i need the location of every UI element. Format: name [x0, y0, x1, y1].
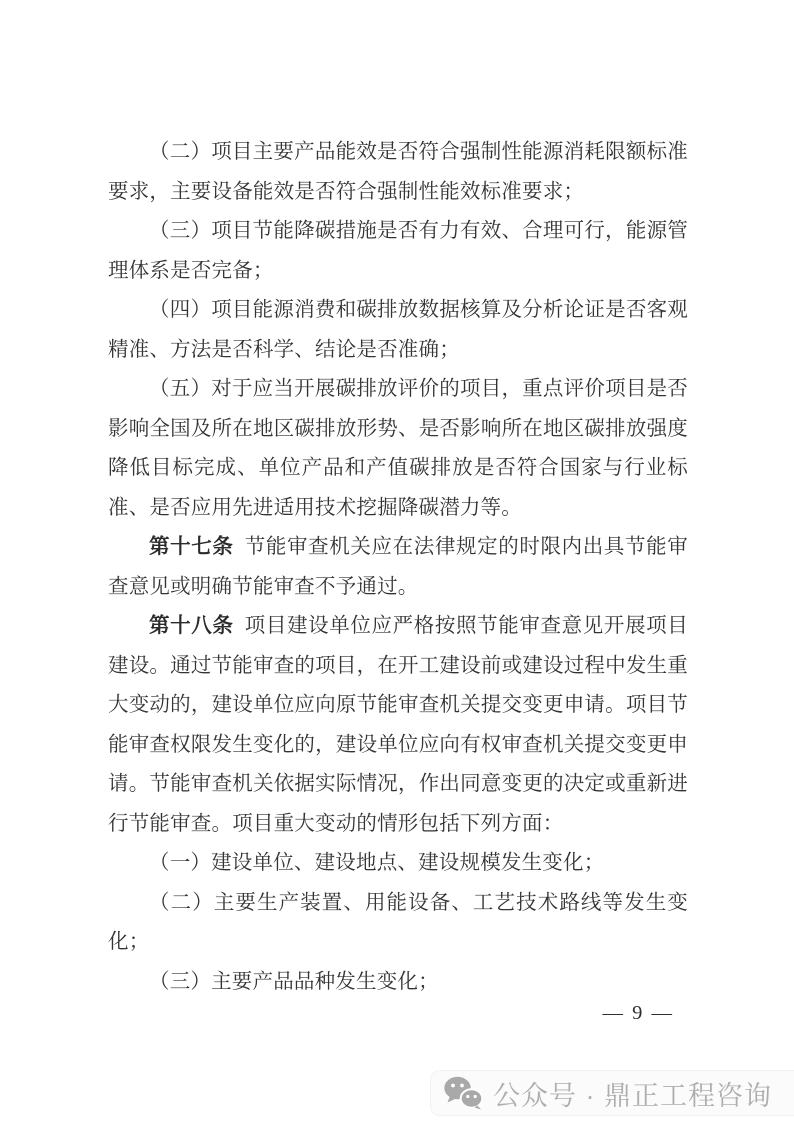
- document-paragraph: [108, 607, 688, 844]
- document-paragraph: [108, 370, 688, 528]
- paragraph-text: （五）对于应当开展碳排放评价的项目，重点评价项目是否影响全国及所在地区碳排放形势、是否影响所在地区碳排放强度降低目标完成、单位产品和产值碳排放是否符合国家与行业标准、是否应用先进适用技术挖掘降碳潜力等。: [108, 378, 688, 519]
- paragraph-lead: 第十七条: [149, 536, 234, 558]
- document-paragraph: [108, 133, 688, 212]
- paragraph-text: （四）项目能源消费和碳排放数据核算及分析论证是否客观精准、方法是否科学、结论是否准确；: [108, 299, 688, 361]
- document-paragraph: [108, 528, 688, 607]
- document-paragraph: [108, 884, 688, 963]
- paragraph-text: （三）项目节能降碳措施是否有力有效、合理可行，能源管理体系是否完备；: [108, 220, 688, 282]
- wechat-watermark: [430, 1070, 794, 1116]
- paragraph-text: 节能审查机关应在法律规定的时限内出具节能审查意见或明确节能审查不予通过。: [108, 536, 688, 598]
- wechat-icon: [443, 1076, 483, 1110]
- document-body: [108, 133, 688, 1002]
- document-paragraph: [108, 212, 688, 291]
- paragraph-text: （一）建设单位、建设地点、建设规模发生变化；: [149, 852, 605, 874]
- paragraph-text: （二）主要生产装置、用能设备、工艺技术路线等发生变化；: [108, 891, 688, 953]
- paragraph-text: 项目建设单位应严格按照节能审查意见开展项目建设。通过节能审查的项目，在开工建设前或建设过程中发生重大变动的，建设单位应向原节能审查机关提交变更申请。项目节能审查权限发生变化的，建设单位应向有权审查机关提交变更申请。节能审查机关依据实际情况，作出同意变更的决定或重新进行节能审查。项目重大变动的情形包括下列方面：: [108, 615, 688, 835]
- document-paragraph: [108, 844, 688, 884]
- watermark-text: 公众号 · 鼎正工程咨询: [493, 1080, 772, 1111]
- paragraph-text: （三）主要产品品种发生变化；: [149, 970, 439, 993]
- page-number: — 9 —: [602, 1002, 674, 1024]
- paragraph-lead: 第十八条: [149, 615, 234, 637]
- document-paragraph: [108, 963, 688, 1003]
- document-paragraph: [108, 291, 688, 370]
- paragraph-text: （二）项目主要产品能效是否符合强制性能源消耗限额标准要求，主要设备能效是否符合强制性能效标准要求；: [108, 141, 688, 203]
